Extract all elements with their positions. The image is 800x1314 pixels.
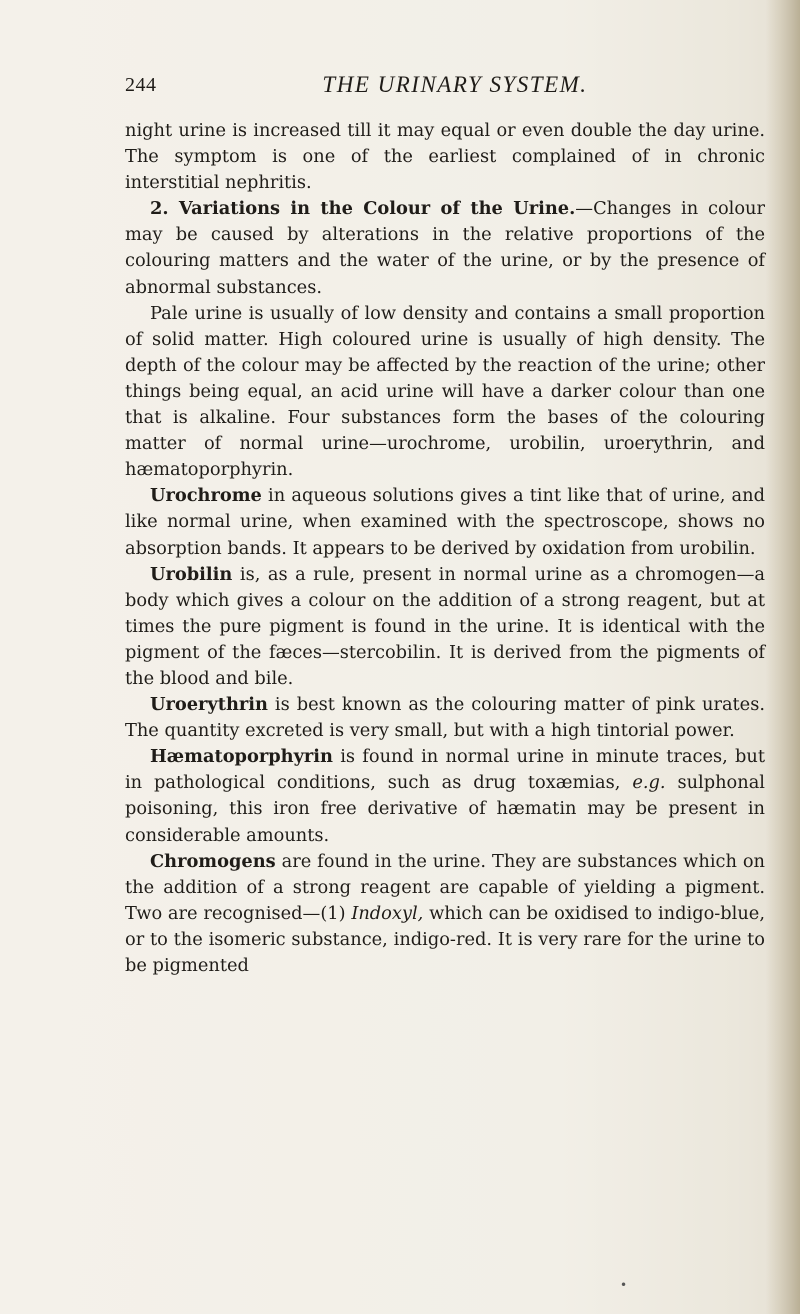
- paragraph-7-text-a: is found in normal urine in minute traces, but in pathological conditions, such as drug toxæmias,: [125, 746, 765, 794]
- eg-abbreviation: e.g.: [632, 772, 666, 794]
- paragraph-5: [125, 562, 765, 692]
- paragraph-2-text: —Changes in colour may be caused by alterations in the relative proportions of the colouring matters and the water of the urine, or by the presence of abnormal substances.: [125, 198, 765, 298]
- paragraph-7-text-b: sulphonal poisoning, this iron free derivative of hæmatin may be present in considerable amounts.: [125, 772, 765, 846]
- paragraph-6: [125, 692, 765, 744]
- term-urochrome: Urochrome: [150, 485, 262, 507]
- paragraph-5-text: is, as a rule, present in normal urine as a chromogen—a body which gives a colour on the addition of a strong reagent, but at times the pure pigment is found in the urine. It is identical with the pigment of the fæces—stercobilin. It is derived from the pigments of the blood and bile.: [125, 563, 765, 689]
- term-chromogens: Chromogens: [150, 850, 276, 872]
- running-title: THE URINARY SYSTEM.: [322, 72, 588, 97]
- paragraph-7: [125, 744, 765, 848]
- page-number: 244: [125, 74, 157, 96]
- paragraph-4: [125, 483, 765, 561]
- paragraph-8-text-a: are found in the urine. They are substances which on the addition of a strong reagent are capable of yielding a pigment. Two are recognised—(1): [125, 850, 765, 924]
- paragraph-3-text: Pale urine is usually of low density and contains a small proportion of solid matter. High coloured urine is usually of high density. The depth of the colour may be affected by the reaction of the urine; other things being equal, an acid urine will have a darker colour than one that is alkaline. Four substances form the bases of the colouring matter of normal urine—urochrome, urobilin, uroerythrin, and hæmatoporphyrin.: [125, 302, 765, 481]
- paragraph-8: [125, 849, 765, 979]
- paragraph-8-text-b: which can be oxidised to indigo-blue, or to the isomeric substance, indigo-red. It is very rare for the urine to be pigmented: [125, 902, 765, 976]
- term-uroerythrin: Uroerythrin: [150, 694, 268, 716]
- term-indoxyl: Indoxyl,: [351, 902, 424, 924]
- term-urobilin: Urobilin: [150, 563, 233, 585]
- body-text: [125, 118, 765, 979]
- printer-mark: •: [620, 1278, 628, 1292]
- term-haematoporphyrin: Hæmatoporphyrin: [150, 746, 333, 768]
- paragraph-1-text: night urine is increased till it may equal or even double the day urine. The symptom is one of the earliest complained of in chronic interstitial nephritis.: [125, 120, 765, 194]
- paragraph-1: [125, 118, 765, 196]
- paragraph-2: [125, 196, 765, 300]
- section-heading-colour: 2. Variations in the Colour of the Urine.: [150, 198, 576, 220]
- paragraph-3: [125, 301, 765, 484]
- paragraph-6-text: is best known as the colouring matter of pink urates. The quantity excreted is very small, but with a high tintorial power.: [125, 694, 765, 742]
- page-binding-edge: [766, 0, 800, 1314]
- paragraph-4-text: in aqueous solutions gives a tint like that of urine, and like normal urine, when examined with the spectroscope, shows no absorption bands. It appears to be derived by oxidation from urobilin.: [125, 485, 765, 559]
- page-header: [125, 72, 765, 106]
